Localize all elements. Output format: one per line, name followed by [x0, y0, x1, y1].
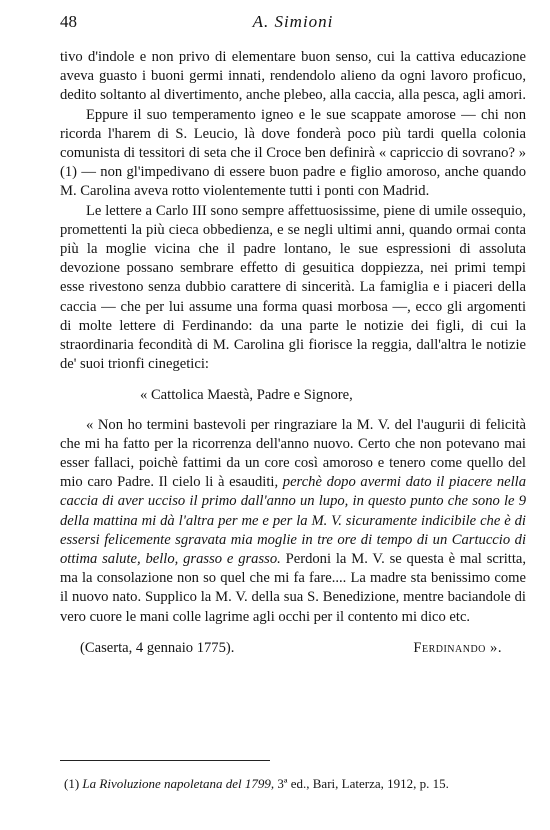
letter-closing	[60, 639, 526, 661]
footnote-citation: 3ª ed., Bari, Laterza, 1912, p. 15.	[274, 776, 449, 791]
letter-signature: Ferdinando ».	[413, 639, 502, 656]
footnote-title: La Rivoluzione napoletana del 1799,	[82, 776, 275, 791]
page-body	[60, 48, 526, 661]
letter-text: Perdoni la M. V. se questa è mal scritta, ma la consolazione non so quel che mi fa fare.... La madre sta benissimo come il nuovo nato. Supplico la M. V. della sua S. Benedizione, mentre baciandole di vero cuore le mani colle lagrime agli occhi per il contento mi dico etc.	[60, 551, 527, 625]
paragraph: Eppure il suo temperamento igneo e le sue scappate amorose — chi non ricorda l'harem di S. Leucio, là dove fonderà poco più tardi quella colonia comunista di tessitori di seta che il Croce ben definirà « capriccio di sovrano? » (1) — non gl'impedivano di essere buon padre e figlio amoroso, anche quando M. Carolina aveva rotto violentemente tutti i ponti con Madrid.	[60, 106, 526, 200]
letter-body	[60, 416, 526, 627]
paragraph: tivo d'indole e non privo di elementare buon senso, cui la cattiva educazione aveva guasto i buoni germi innati, rendendolo alieno da ogni lavoro proficuo, dedito soltanto al divertimento, anche plebeo, alla caccia, alla pesca, agli amori.	[60, 49, 526, 104]
letter-date: (Caserta, 4 gennaio 1775).	[80, 639, 235, 656]
page-number: 48	[60, 12, 77, 31]
footnote-marker: (1)	[64, 776, 80, 791]
footnote-divider	[60, 760, 270, 761]
letter-salutation: « Cattolica Maestà, Padre e Signore,	[140, 387, 353, 404]
page-header	[60, 12, 526, 36]
running-head: A. Simioni	[252, 12, 334, 31]
letter-text-italic: perchè dopo avermi dato il piacere nella caccia di aver ucciso il primo dall'anno un lupo, in questo punto che sono le 9 della mattina mi dà l'altra per me e per la M. V. sicuramente indicibile che è di essersi felicemente sgravata mia moglie in tre ore di tempo di un Cartuccio di ottima salute, bello, grasso e grasso.	[60, 474, 526, 568]
paragraph: Le lettere a Carlo III sono sempre affettuosissime, piene di umile ossequio, promettenti la più cieca obbedienza, e se negli ultimi anni, quando ormai conta più la moglie vicina che il padre lontano, le sue espressioni di assoluta devozione possano sembrare effetto di gesuitica doppiezza, nei primi tempi esse rivestono senza dubbio carattere di sincerità. La famiglia e i piaceri della caccia — che per lui assume una forma quasi morbosa —, ecco gli argomenti di molte lettere di Ferdinando: da una parte le notizie dei figli, di cui la straordinaria fecondità di M. Carolina gli fiorisce la reggia, dall'altra le notizie de' suoi trionfi cinegetici:	[60, 202, 526, 373]
letter-text: « Non ho termini bastevoli per ringraziare la M. V. del l'augurii di felicità che mi ha fatto per la ricorrenza dell'anno nuovo. Certo che non potevano mai esser fallaci, poichè fattimi da un core così amoroso e tenero come quello del mio caro Padre. Il cielo li à esauditi,	[60, 416, 526, 491]
footnote	[64, 776, 449, 792]
